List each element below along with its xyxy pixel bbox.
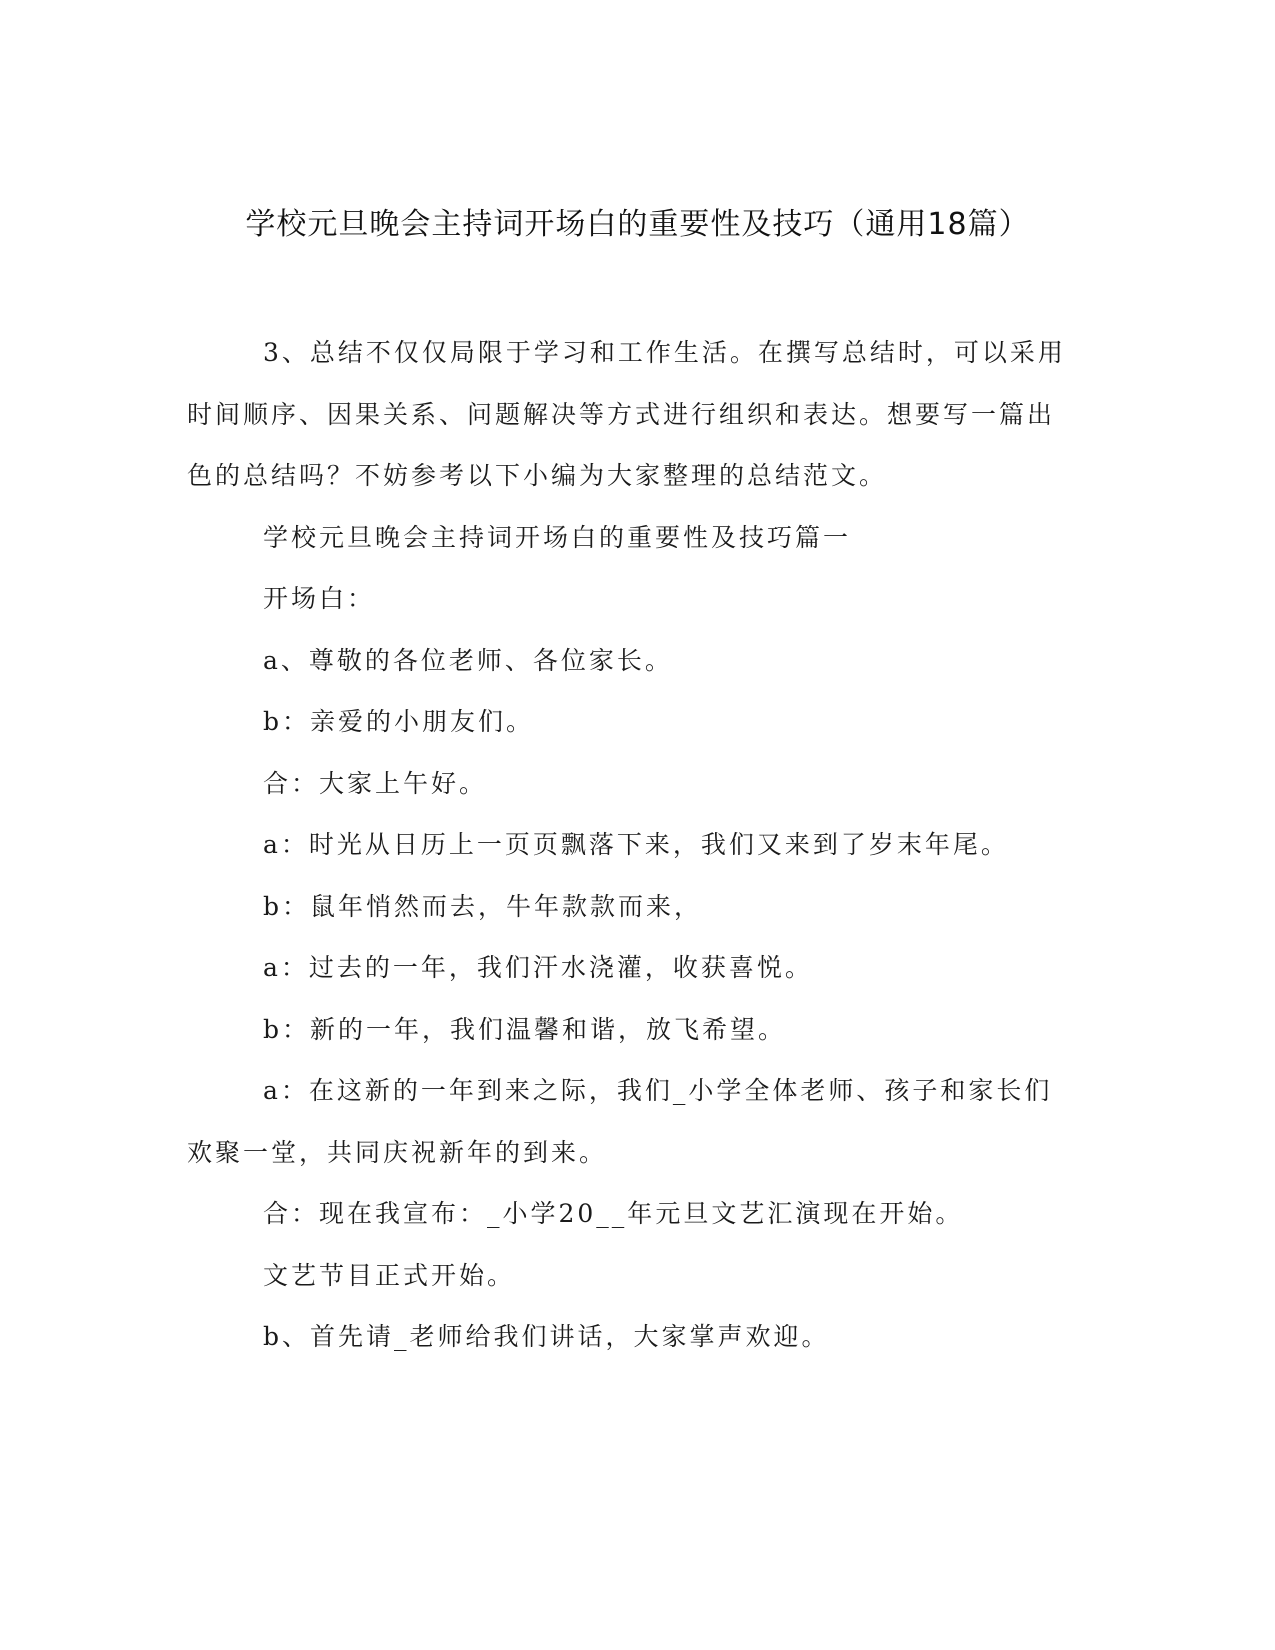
- paragraph: a：在这新的一年到来之际，我们_小学全体老师、孩子和家长们欢聚一堂，共同庆祝新年的到来。: [187, 1076, 1053, 1167]
- paragraph: 开场白：: [263, 584, 376, 613]
- paragraph: b：亲爱的小朋友们。: [263, 707, 535, 736]
- document-title: 学校元旦晚会主持词开场白的重要性及技巧（通用18篇）: [245, 207, 1030, 242]
- paragraph: b、首先请_老师给我们讲话，大家掌声欢迎。: [263, 1322, 830, 1351]
- paragraph-intro: 3、总结不仅仅局限于学习和工作生活。在撰写总结时，可以采用时间顺序、因果关系、问题解决等方式进行组织和表达。想要写一篇出色的总结吗？不妨参考以下小编为大家整理的总结范文。: [187, 338, 1066, 490]
- paragraph: 合：现在我宣布：_小学20__年元旦文艺汇演现在开始。: [263, 1199, 964, 1228]
- paragraph: a、尊敬的各位老师、各位家长。: [263, 645, 673, 675]
- paragraph: b：新的一年，我们温馨和谐，放飞希望。: [263, 1014, 787, 1044]
- paragraph: b：鼠年悄然而去，牛年款款而来，: [263, 891, 703, 921]
- paragraph: a：过去的一年，我们汗水浇灌，收获喜悦。: [263, 953, 813, 982]
- document-body: [187, 322, 1077, 1368]
- section-heading: 学校元旦晚会主持词开场白的重要性及技巧篇一: [263, 522, 852, 552]
- paragraph: a：时光从日历上一页页飘落下来，我们又来到了岁末年尾。: [263, 830, 1009, 859]
- paragraph: 文艺节目正式开始。: [263, 1260, 516, 1290]
- paragraph: 合：大家上午好。: [263, 768, 488, 798]
